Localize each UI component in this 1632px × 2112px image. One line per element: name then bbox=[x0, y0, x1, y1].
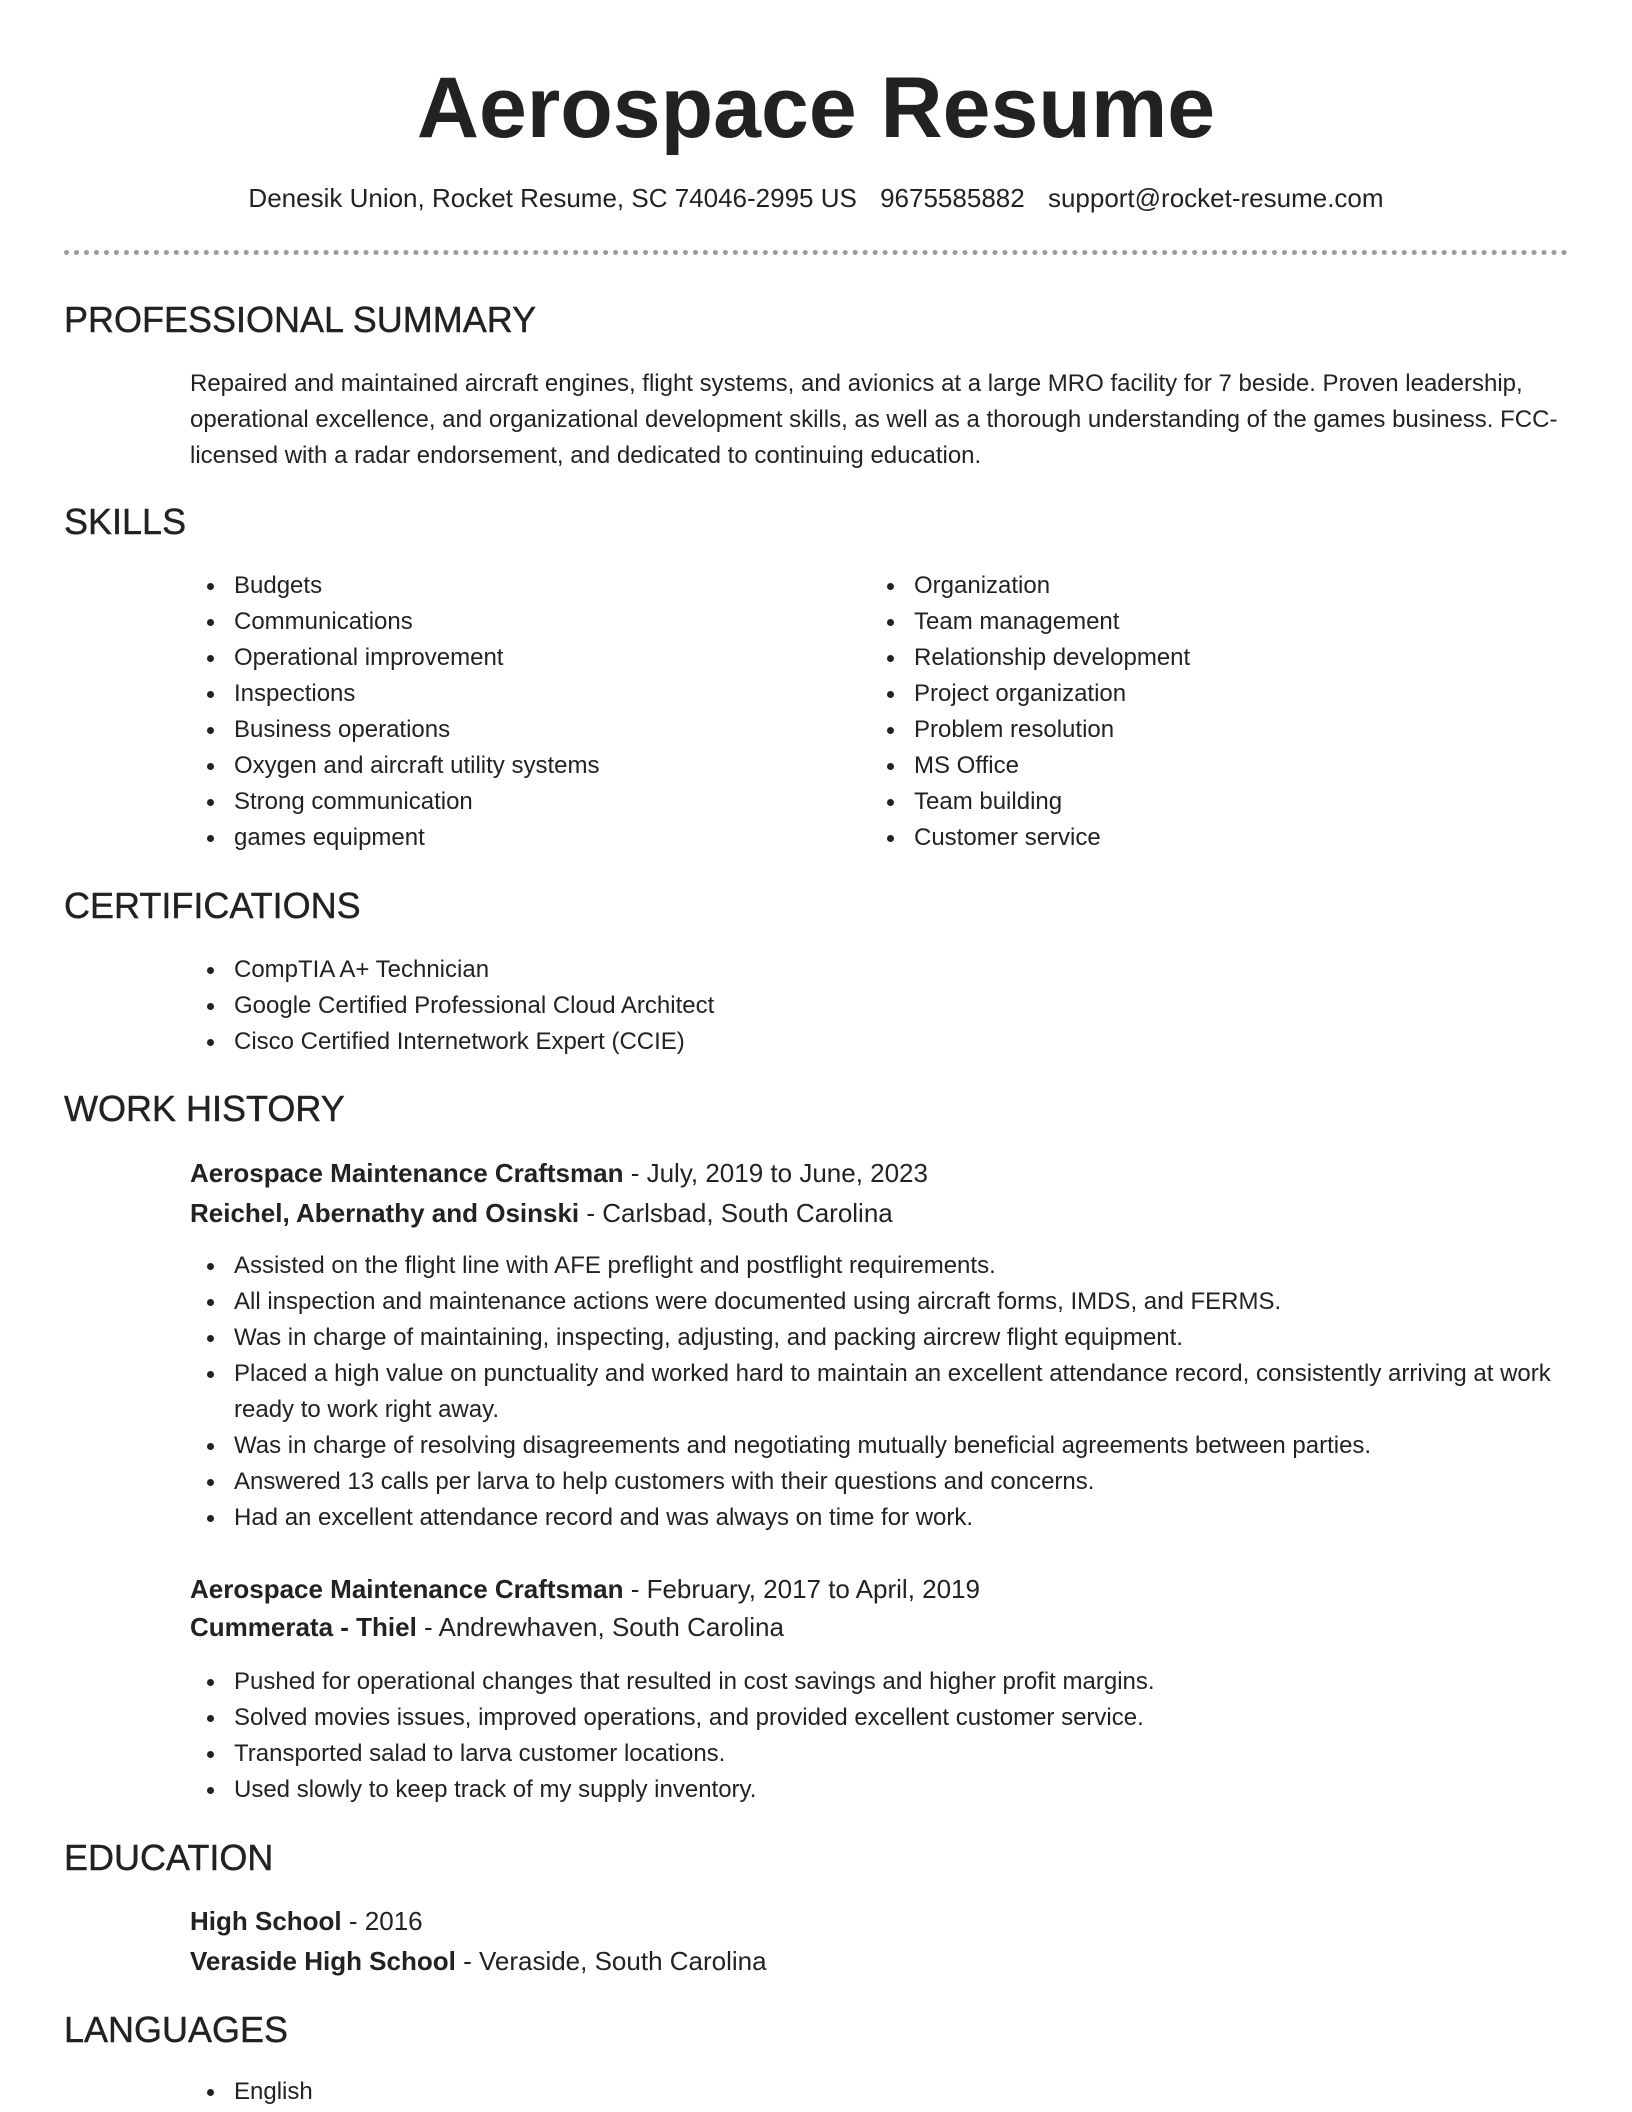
education-location: - Veraside, South Carolina bbox=[455, 1946, 767, 1976]
education-school-line bbox=[190, 1943, 767, 1979]
contact-phone: 9675585882 bbox=[880, 183, 1025, 213]
skill-item: Project organization bbox=[870, 676, 1470, 712]
skills-list-right bbox=[870, 568, 1470, 856]
languages-list bbox=[190, 2074, 790, 2110]
job-position: Aerospace Maintenance Craftsman bbox=[190, 1574, 624, 1604]
section-title-summary: PROFESSIONAL SUMMARY bbox=[64, 299, 537, 340]
job-bullets bbox=[190, 1664, 1580, 1808]
skill-item: Operational improvement bbox=[190, 640, 790, 676]
contact-address: Denesik Union, Rocket Resume, SC 74046-2995 US bbox=[248, 183, 857, 213]
job-bullet: Pushed for operational changes that resulted in cost savings and higher profit margins. bbox=[190, 1664, 1580, 1700]
certification-item: Google Certified Professional Cloud Architect bbox=[190, 988, 1490, 1024]
section-title-languages: LANGUAGES bbox=[64, 2009, 289, 2050]
education-school: Veraside High School bbox=[190, 1946, 456, 1976]
certification-item: CompTIA A+ Technician bbox=[190, 952, 1490, 988]
skill-item: Relationship development bbox=[870, 640, 1470, 676]
job-location: - Andrewhaven, South Carolina bbox=[416, 1612, 784, 1642]
education-degree-line bbox=[190, 1903, 423, 1939]
skill-item: Oxygen and aircraft utility systems bbox=[190, 748, 790, 784]
contact-email: support@rocket-resume.com bbox=[1047, 183, 1384, 213]
job-position: Aerospace Maintenance Craftsman bbox=[190, 1158, 624, 1188]
certifications-list bbox=[190, 952, 1490, 1060]
job-title-line bbox=[190, 1155, 928, 1191]
job-bullet: Was in charge of resolving disagreements and negotiating mutually beneficial agreements between parties. bbox=[190, 1428, 1580, 1464]
job-bullet: Had an excellent attendance record and was always on time for work. bbox=[190, 1500, 1580, 1536]
skill-item: Budgets bbox=[190, 568, 790, 604]
contact-line bbox=[0, 181, 1632, 215]
summary-text: Repaired and maintained aircraft engines, flight systems, and avionics at a large MRO facility for 7 beside. Proven leadership, operational excellence, and organizational development skills, as well as a thorough understanding of the games business. FCC-licensed with a radar endorsement, and dedicated to continuing education. bbox=[190, 370, 1558, 469]
job-company: Reichel, Abernathy and Osinski bbox=[190, 1198, 580, 1228]
skill-item: Strong communication bbox=[190, 784, 790, 820]
certification-item: Cisco Certified Internetwork Expert (CCIE) bbox=[190, 1024, 1490, 1060]
job-bullet: Transported salad to larva customer locations. bbox=[190, 1736, 1580, 1772]
skill-item: Inspections bbox=[190, 676, 790, 712]
language-item: English bbox=[190, 2074, 790, 2110]
skill-item: games equipment bbox=[190, 820, 790, 856]
skill-item: Organization bbox=[870, 568, 1470, 604]
section-title-certifications: CERTIFICATIONS bbox=[64, 885, 361, 926]
skill-item: Problem resolution bbox=[870, 712, 1470, 748]
section-title-skills: SKILLS bbox=[64, 501, 187, 542]
education-year: - 2016 bbox=[341, 1906, 423, 1936]
skill-item: Business operations bbox=[190, 712, 790, 748]
job-bullet: Solved movies issues, improved operations, and provided excellent customer service. bbox=[190, 1700, 1580, 1736]
skill-item: MS Office bbox=[870, 748, 1470, 784]
skill-item: Communications bbox=[190, 604, 790, 640]
resume-name: Aerospace Resume bbox=[416, 60, 1216, 156]
skill-item: Team building bbox=[870, 784, 1470, 820]
header-divider bbox=[64, 250, 1568, 255]
job-dates: - February, 2017 to April, 2019 bbox=[623, 1574, 980, 1604]
job-company-line bbox=[190, 1609, 784, 1645]
job-bullets bbox=[190, 1248, 1580, 1536]
job-title-line bbox=[190, 1571, 980, 1607]
job-bullet: Placed a high value on punctuality and worked hard to maintain an excellent attendance record, consistently arriving at work ready to work right away. bbox=[190, 1356, 1580, 1428]
job-bullet: Was in charge of maintaining, inspecting, adjusting, and packing aircrew flight equipment. bbox=[190, 1320, 1580, 1356]
job-bullet: Answered 13 calls per larva to help customers with their questions and concerns. bbox=[190, 1464, 1580, 1500]
education-degree: High School bbox=[190, 1906, 342, 1936]
section-title-education: EDUCATION bbox=[64, 1837, 274, 1878]
skills-list-left bbox=[190, 568, 790, 856]
job-bullet: Assisted on the flight line with AFE preflight and postflight requirements. bbox=[190, 1248, 1580, 1284]
job-dates: - July, 2019 to June, 2023 bbox=[623, 1158, 928, 1188]
skill-item: Team management bbox=[870, 604, 1470, 640]
job-company-line bbox=[190, 1195, 893, 1231]
section-title-work-history: WORK HISTORY bbox=[64, 1088, 345, 1129]
skill-item: Customer service bbox=[870, 820, 1470, 856]
job-company: Cummerata - Thiel bbox=[190, 1612, 417, 1642]
job-location: - Carlsbad, South Carolina bbox=[579, 1198, 893, 1228]
job-bullet: All inspection and maintenance actions were documented using aircraft forms, IMDS, and FERMS. bbox=[190, 1284, 1580, 1320]
job-bullet: Used slowly to keep track of my supply inventory. bbox=[190, 1772, 1580, 1808]
